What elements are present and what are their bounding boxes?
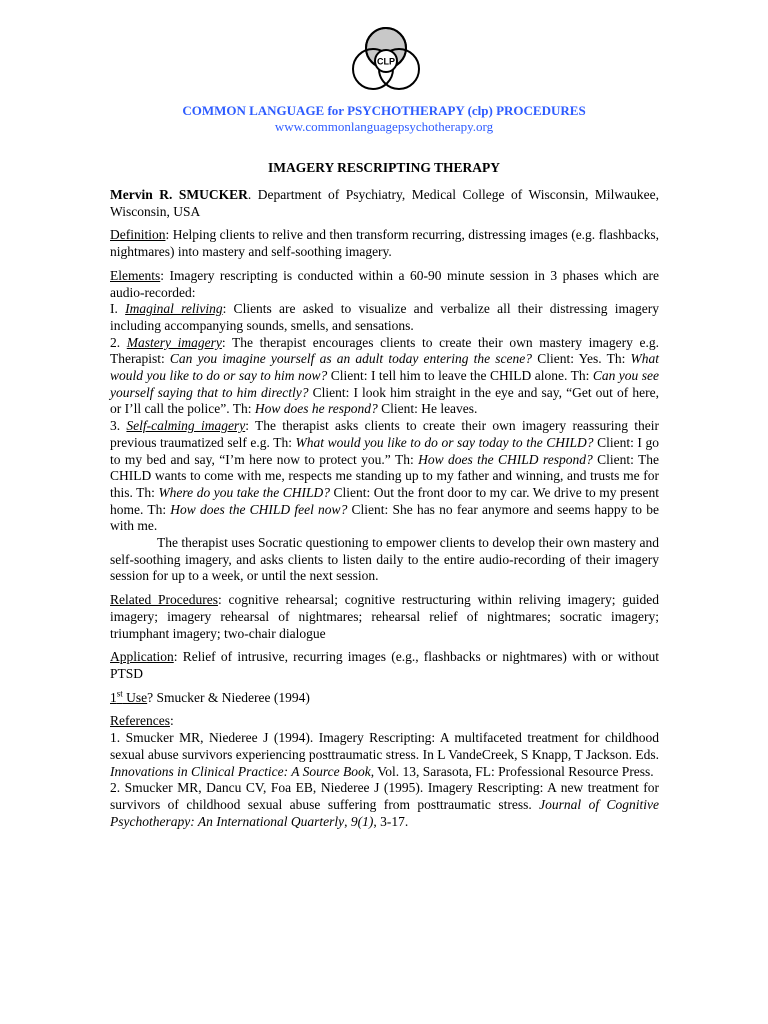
phase-1 (110, 301, 659, 334)
first-use-text: ? Smucker & Niederee (1994) (147, 689, 310, 705)
phase-2-quote: How does he respond? (254, 401, 378, 417)
phase-1-label: Imaginal reliving (125, 301, 223, 317)
reference-2-text: , (344, 813, 351, 829)
reference-2-text: 2. Smucker MR, Dancu CV, Foa EB, Niederee J (1995). Imagery Rescripting: A new treatment for survivors of childhood sexual abuse suffering from posttraumatic stress. (110, 780, 659, 812)
first-use-sup: st (116, 688, 123, 699)
references-colon: : (169, 713, 174, 729)
phase-2-quote: Can you imagine yourself as an adult today entering the scene? (169, 351, 533, 367)
clp-logo (349, 25, 423, 93)
phase-3-text: Client: She has no fear anymore and seems happy to be with me. (110, 501, 660, 534)
phase-3-quote: What would you like to do or say today to the CHILD? (295, 434, 594, 450)
org-title: COMMON LANGUAGE for PSYCHOTHERAPY (clp) PROCEDURES (182, 103, 586, 118)
phase-3-text: Client: The CHILD wants to come with me, respects me standing up to my father and winning, and trusts me for this. Th: (110, 451, 660, 500)
phase-3 (110, 418, 659, 535)
phase-2-text: : The therapist encourages clients to create their own mastery imagery e.g. Therapist: (110, 334, 659, 367)
phase-1-text: : Clients are asked to visualize and verbalize all their distressing imagery including accompanying sounds, smells, and sensations. (110, 301, 659, 333)
phase-3-text: Client: I go to my bed and say, “I’m here now to protect you.” Th: (110, 434, 659, 467)
logo-text: CLP (377, 56, 395, 67)
phase-3-text: : The therapist asks clients to create their own imagery reassuring their previous traumatized self e.g. Th: (110, 418, 659, 450)
elements-intro-text: : Imagery rescripting is conducted within a 60-90 minute session in 3 phases which are audio-recorded: (110, 267, 659, 300)
reference-2-journal: Journal of Cognitive Psychotherapy: An International Quarterly (110, 796, 659, 829)
definition-paragraph (110, 227, 659, 260)
reference-1-title: Innovations in Clinical Practice: A Source Book (110, 763, 371, 779)
application-label: Application (110, 649, 174, 665)
reference-1-text: 1. Smucker MR, Niederee J (1994). Imagery Rescripting: A multifaceted treatment for childhood sexual abuse survivors experiencing posttraumatic stress. In L VandeCreek, S Knapp, T Jackson. Eds. (110, 730, 659, 762)
application-paragraph (110, 649, 659, 682)
definition-label: Definition (110, 227, 166, 243)
first-use-paragraph (110, 690, 659, 707)
phase-3-quote: How does the CHILD respond? (418, 451, 593, 467)
author-name: Mervin R. SMUCKER (110, 187, 248, 202)
reference-1-text: , Vol. 13, Sarasota, FL: Professional Resource Press. (370, 763, 654, 779)
elements-label: Elements (110, 267, 161, 283)
references-heading (110, 713, 659, 730)
reference-2-volume: 9(1) (350, 813, 374, 829)
author-affiliation: . Department of Psychiatry, Medical College of Wisconsin, Milwaukee, Wisconsin, USA (110, 187, 659, 219)
phase-2-quote: Can you see yourself saying that to him directly? (110, 368, 659, 400)
first-use-label (110, 690, 147, 705)
related-procedures (110, 592, 659, 642)
application-text: : Relief of intrusive, recurring images (e.g., flashbacks or nightmares) with or without PTSD (110, 649, 659, 681)
header (0, 103, 768, 135)
document-title: IMAGERY RESCRIPTING THERAPY (267, 160, 501, 175)
phase-2-label: Mastery imagery (126, 334, 222, 350)
reference-2-text: , 3-17. (373, 813, 409, 829)
document-body (110, 187, 659, 830)
references-label: References (110, 713, 170, 729)
phase-2-num: 2. (110, 334, 127, 350)
phase-3-num: 3. (110, 418, 127, 434)
phase-2-text: Client: I look him straight in the eye and say, “Get out of here, or I’ll call the police”. Th: (110, 384, 659, 417)
phase-3-quote: How does the CHILD feel now? (170, 501, 348, 517)
reference-2 (110, 780, 659, 830)
phase-3-quote: Where do you take the CHILD? (158, 484, 330, 500)
elements-intro (110, 268, 659, 301)
reference-1 (110, 730, 659, 780)
elements-closing: The therapist uses Socratic questioning to empower clients to develop their own mastery and self-soothing imagery, and asks clients to listen daily to the entire audio-recording of their imagery session for up to a week, or until the next session. (110, 535, 659, 584)
definition-text: : Helping clients to relive and then transform recurring, distressing images (e.g. flashbacks, nightmares) into mastery and self-soothing imagery. (110, 227, 659, 260)
related-label: Related Procedures (110, 592, 218, 608)
phase-2 (110, 335, 659, 419)
phase-2-quote: What would you like to do or say to him now? (110, 351, 659, 384)
org-url-link[interactable]: www.commonlanguagepsychotherapy.org (274, 119, 494, 134)
related-text: : cognitive rehearsal; cognitive restructuring within reliving imagery; guided imagery; imagery rehearsal of nightmares; rehearsal relief of nightmares; socratic imagery; triumphant imagery; two-chair dialogue (110, 592, 659, 641)
first-use-num: 1 (110, 689, 117, 705)
phase-3-label: Self-calming imagery (126, 418, 246, 434)
phase-2-text: Client: I tell him to leave the CHILD alone. Th: (327, 368, 593, 384)
author-paragraph (110, 187, 659, 220)
phase-2-text: Client: Yes. Th: (532, 351, 631, 367)
first-use-word: Use (122, 689, 148, 705)
phase-3-text: Client: Out the front door to my car. We drive to my present home. Th: (110, 484, 659, 517)
phase-1-num: I. (110, 301, 126, 317)
phase-2-text: Client: He leaves. (377, 401, 478, 417)
